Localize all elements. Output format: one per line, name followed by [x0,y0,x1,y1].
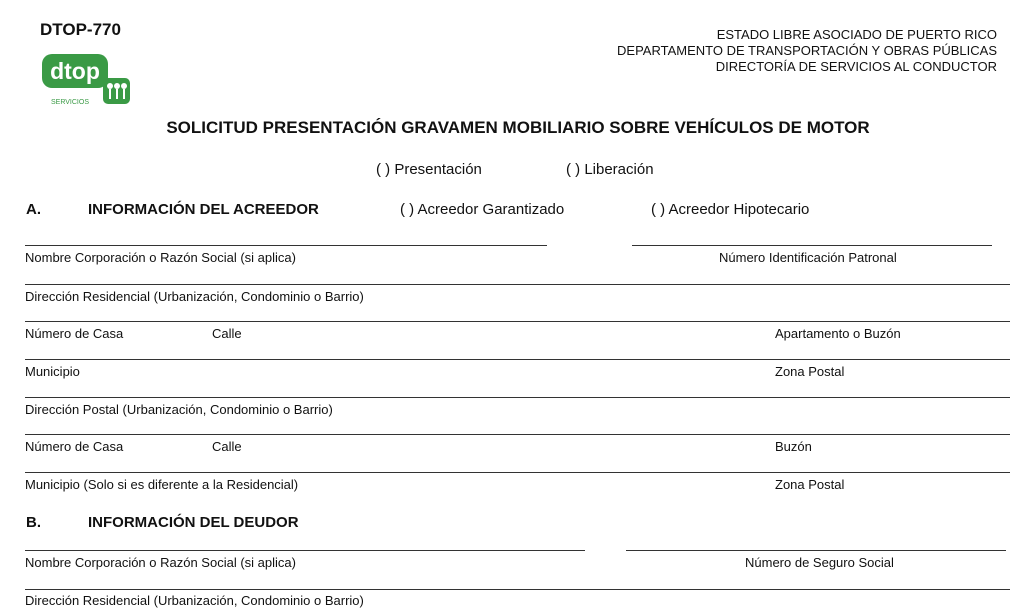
agency-line-1: ESTADO LIBRE ASOCIADO DE PUERTO RICO [716,27,997,42]
line-a-municipio-2[interactable] [25,472,1010,473]
form-code: DTOP-770 [40,20,121,39]
dtop-logo-graphic [42,54,134,110]
label-a-dir-residencial: Dirección Residencial (Urbanización, Condominio o Barrio) [25,289,364,304]
section-b-letter: B. [26,514,41,531]
label-a-municipio-2: Municipio (Solo si es diferente a la Residencial) [25,477,299,492]
option-acreedor-garantizado[interactable]: ( ) Acreedor Garantizado [400,201,565,218]
label-a-zona-postal: Zona Postal [775,364,845,379]
section-a-heading: INFORMACIÓN DEL ACREEDOR [88,201,319,218]
agency-line-2: DEPARTAMENTO DE TRANSPORTACIÓN Y OBRAS PÚBLICAS [617,43,997,58]
label-a-num-casa: Número de Casa [25,326,124,341]
option-acreedor-hipotecario[interactable]: ( ) Acreedor Hipotecario [651,201,810,218]
label-a-patronal: Número Identificación Patronal [719,250,897,265]
agency-block [617,27,997,75]
logo-text: dtop [50,58,100,84]
line-a-nombre[interactable] [25,245,547,246]
label-a-apartamento: Apartamento o Buzón [775,326,901,341]
dtop-logo [42,54,134,110]
label-a-num-casa-2: Número de Casa [25,439,124,454]
line-a-casa-calle-2[interactable] [25,434,1010,435]
label-b-seguro-social: Número de Seguro Social [745,555,894,570]
label-b-dir-residencial: Dirección Residencial (Urbanización, Condominio o Barrio) [25,593,364,608]
line-a-casa-calle[interactable] [25,321,1010,322]
option-presentacion[interactable]: ( ) Presentación [376,161,482,178]
label-a-calle-2: Calle [212,439,242,454]
section-a-letter: A. [26,201,41,218]
label-a-municipio: Municipio [25,364,80,379]
form-title: SOLICITUD PRESENTACIÓN GRAVAMEN MOBILIARIO SOBRE VEHÍCULOS DE MOTOR [166,118,870,137]
section-b-heading: INFORMACIÓN DEL DEUDOR [88,514,299,531]
label-a-dir-postal: Dirección Postal (Urbanización, Condominio o Barrio) [25,402,333,417]
label-a-nombre: Nombre Corporación o Razón Social (si aplica) [25,250,296,265]
line-b-dir-residencial[interactable] [25,589,1010,590]
line-b-seguro-social[interactable] [626,550,1006,551]
agency-line-3: DIRECTORÍA DE SERVICIOS AL CONDUCTOR [715,59,997,74]
line-a-municipio[interactable] [25,359,1010,360]
line-b-nombre[interactable] [25,550,585,551]
label-a-buzon: Buzón [775,439,812,454]
line-a-dir-postal[interactable] [25,397,1010,398]
line-a-patronal[interactable] [632,245,992,246]
label-a-calle: Calle [212,326,242,341]
line-a-dir-residencial[interactable] [25,284,1010,285]
logo-subtext: SERVICIOS [51,99,89,106]
option-liberacion[interactable]: ( ) Liberación [566,161,654,178]
label-b-nombre: Nombre Corporación o Razón Social (si aplica) [25,555,296,570]
label-a-zona-postal-2: Zona Postal [775,477,845,492]
